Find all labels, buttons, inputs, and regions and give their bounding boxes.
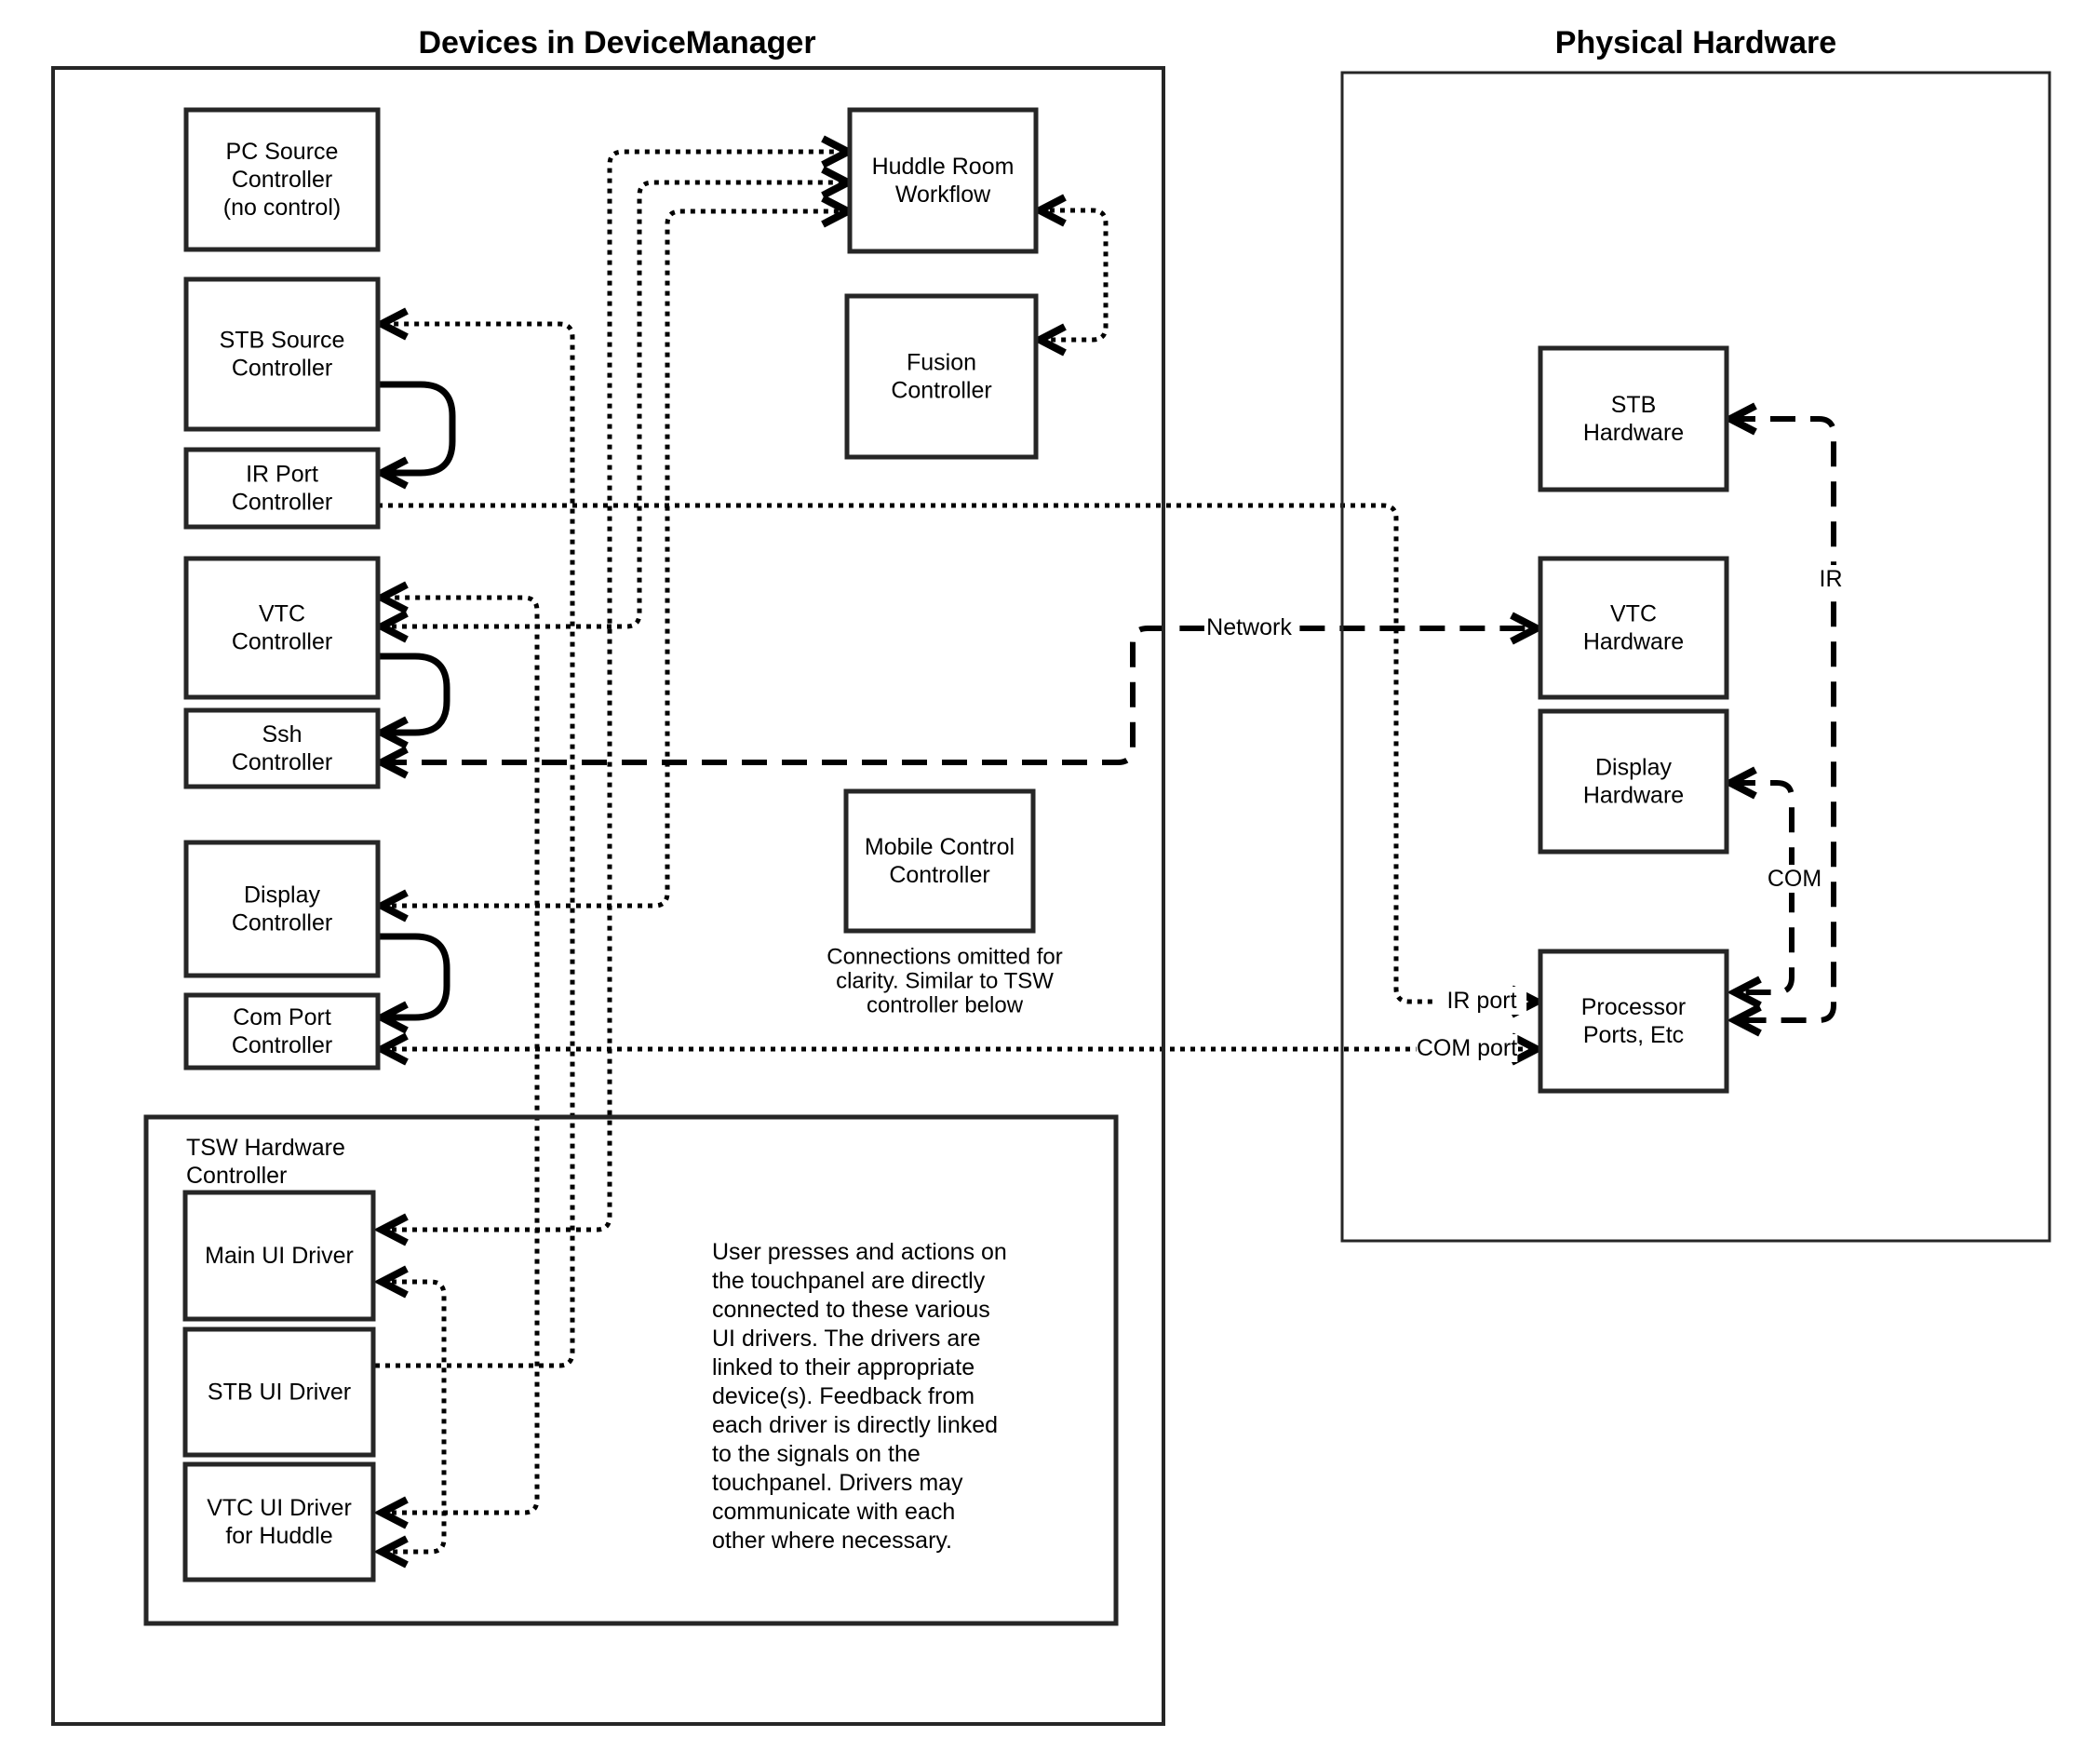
node-mobile-control-controller-label: Controller: [889, 862, 990, 888]
node-com-port-controller-label: Com Port: [233, 1004, 331, 1030]
node-huddle-room-workflow-label: Workflow: [894, 182, 991, 208]
edge-ssh-vtc-hardware-network: [382, 628, 1537, 762]
edge-stb-ui-stb-source: [375, 324, 572, 1366]
node-stb-hardware-label: STB: [1610, 392, 1657, 418]
node-ssh-controller-label: Controller: [231, 749, 333, 775]
node-display-controller: [186, 842, 378, 976]
tsw-driver-paragraph-line: touchpanel. Drivers may: [712, 1470, 963, 1496]
edge-vtc-controller-huddle-workflow-arrowhead-end: [823, 169, 848, 195]
node-vtc-ui-driver: [185, 1464, 373, 1580]
node-vtc-controller: [186, 559, 378, 697]
tsw-driver-paragraph-line: UI drivers. The drivers are: [712, 1326, 981, 1352]
edge-stb-hardware-processor-ir: [1730, 419, 1834, 1020]
edge-stb-source-ir-port: [378, 384, 452, 473]
tsw-driver-paragraph-line: the touchpanel are directly: [712, 1268, 986, 1294]
node-pc-source-controller-label: (no control): [222, 195, 342, 221]
node-com-port-controller-label: Controller: [231, 1032, 333, 1058]
node-vtc-hardware-label: Hardware: [1582, 628, 1685, 655]
node-ssh-controller-label: Ssh: [262, 721, 302, 747]
node-vtc-hardware: [1540, 559, 1727, 697]
mobile-controller-note-line: controller below: [866, 992, 1024, 1018]
tsw-driver-paragraph-line: other where necessary.: [712, 1528, 952, 1554]
node-display-hardware: [1540, 711, 1727, 852]
node-stb-source-controller-label: Controller: [231, 355, 333, 382]
node-processor-ports-label: Processor: [1580, 994, 1687, 1020]
edge-main-ui-huddle-workflow-arrowhead-end: [823, 139, 848, 165]
node-stb-ui-driver-label: STB UI Driver: [207, 1379, 352, 1406]
node-stb-source-controller-label: STB Source: [219, 327, 345, 354]
node-fusion-controller: [847, 296, 1036, 457]
edge-main-ui-huddle-workflow: [382, 152, 848, 1230]
tsw-driver-paragraph-line: each driver is directly linked: [712, 1412, 999, 1438]
node-pc-source-controller-label: PC Source: [225, 139, 339, 165]
node-huddle-room-workflow: [850, 110, 1036, 251]
node-vtc-ui-driver-label: for Huddle: [225, 1523, 333, 1549]
node-display-controller-label: Display: [244, 882, 320, 909]
node-huddle-room-workflow-label: Huddle Room: [871, 154, 1015, 180]
tsw-driver-paragraph-line: linked to their appropriate: [712, 1354, 975, 1380]
tsw-driver-paragraph-line: communicate with each: [712, 1499, 956, 1525]
edge-display-controller-com-port: [378, 936, 447, 1017]
node-ir-port-controller-label: IR Port: [246, 461, 318, 488]
tsw-driver-paragraph-line: device(s). Feedback from: [712, 1383, 975, 1409]
node-vtc-hardware-label: VTC: [1610, 600, 1657, 627]
node-processor-ports: [1540, 951, 1727, 1091]
node-stb-hardware-label: Hardware: [1582, 420, 1685, 446]
tsw-driver-paragraph-line: connected to these various: [712, 1297, 990, 1323]
node-pc-source-controller-label: Controller: [231, 167, 333, 193]
node-display-controller-label: Controller: [231, 909, 333, 936]
node-display-hardware-label: Hardware: [1582, 782, 1685, 809]
node-vtc-controller-label: Controller: [231, 628, 333, 655]
edge-com-port-processor-label: COM port: [1416, 1035, 1518, 1061]
left-panel-title: Devices in DeviceManager: [418, 25, 816, 61]
node-mobile-control-controller-label: Mobile Control: [864, 834, 1015, 860]
right-panel-title: Physical Hardware: [1554, 25, 1837, 61]
tsw-driver-paragraph-line: User presses and actions on: [712, 1239, 1007, 1265]
node-ir-port-controller-label: Controller: [231, 489, 333, 516]
tsw-hardware-controller-group-label: TSW Hardware: [186, 1135, 345, 1161]
node-stb-source-controller: [186, 279, 378, 429]
node-stb-hardware: [1540, 348, 1727, 490]
mobile-controller-note-line: Connections omitted for: [827, 944, 1063, 970]
node-processor-ports-label: Ports, Etc: [1582, 1022, 1685, 1048]
node-mobile-control-controller: [846, 791, 1033, 931]
node-vtc-controller-label: VTC: [259, 600, 305, 627]
node-fusion-controller-label: Fusion: [906, 349, 977, 376]
tsw-hardware-controller-group-label: Controller: [186, 1163, 288, 1189]
tsw-driver-paragraph-line: to the signals on the: [712, 1441, 921, 1467]
node-vtc-ui-driver-label: VTC UI Driver: [207, 1495, 352, 1521]
edge-display-hardware-processor-com-label: COM: [1767, 866, 1822, 892]
edge-ssh-vtc-hardware-network-label: Network: [1206, 614, 1292, 640]
mobile-controller-note-line: clarity. Similar to TSW: [836, 968, 1054, 994]
node-display-hardware-label: Display: [1595, 754, 1672, 781]
edge-vtc-ui-vtc-controller-arrowhead-end: [382, 585, 407, 611]
node-fusion-controller-label: Controller: [891, 377, 992, 404]
node-main-ui-driver-label: Main UI Driver: [205, 1243, 354, 1269]
edge-display-controller-huddle-workflow: [382, 211, 848, 906]
edge-vtc-controller-ssh: [378, 656, 447, 733]
edge-stb-hardware-processor-ir-label: IR: [1819, 566, 1843, 592]
edge-ir-port-processor-label: IR port: [1446, 988, 1517, 1014]
edge-huddle-workflow-fusion: [1040, 210, 1106, 340]
